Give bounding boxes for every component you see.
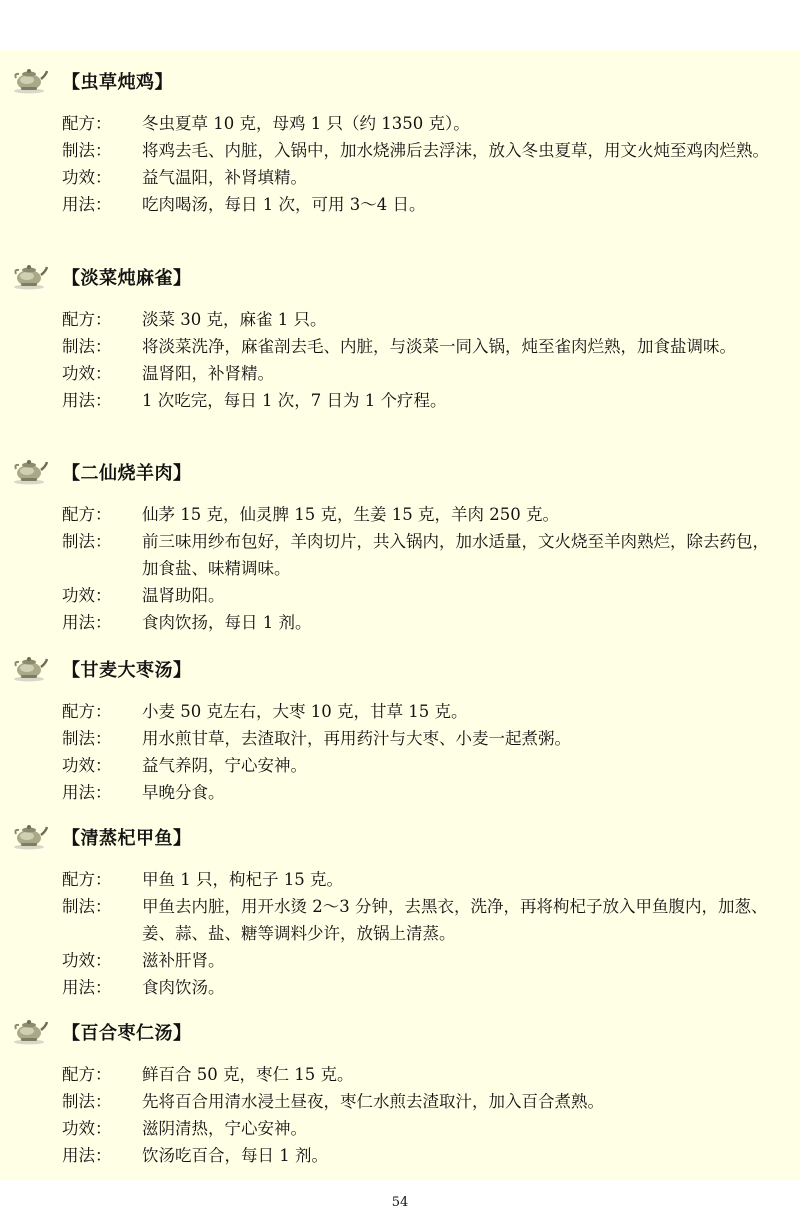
recipe-field: [0, 191, 800, 218]
recipe-header: [0, 62, 800, 96]
field-label: 配方：: [62, 505, 112, 524]
field-label: 用法：: [62, 978, 112, 997]
recipe-title: 【清蒸杞甲鱼】: [62, 828, 192, 849]
field-value: 甲鱼去内脏，用开水烫 2～3 分钟，去黑衣，洗净，再将枸杞子放入甲鱼腹内，加葱、姜、蒜、盐、糖等调料少许，放锅上清蒸。: [142, 897, 768, 943]
recipe-header: [0, 650, 800, 684]
teapot-icon: [10, 652, 48, 682]
field-value: 小麦 50 克左右，大枣 10 克，甘草 15 克。: [142, 702, 468, 721]
recipe-block: [0, 650, 800, 806]
field-value: 益气养阴，宁心安神。: [142, 756, 307, 775]
recipe-field: [0, 164, 800, 191]
field-value: 用水煎甘草，去渣取汁，再用药汁与大枣、小麦一起煮粥。: [142, 729, 571, 748]
recipe-field: [0, 725, 800, 752]
field-value: 前三味用纱布包好，羊肉切片，共入锅内，加水适量，文火烧至羊肉熟烂，除去药包，加食盐、味精调味。: [142, 532, 769, 578]
recipe-field: [0, 110, 800, 137]
recipe-title: 【百合枣仁汤】: [62, 1023, 192, 1044]
field-value: 早晚分食。: [142, 783, 225, 802]
recipe-fields: [0, 306, 800, 414]
recipe-field: [0, 866, 800, 893]
recipe-field: [0, 698, 800, 725]
field-label: 制法：: [62, 897, 112, 916]
field-value: 冬虫夏草 10 克，母鸡 1 只（约 1350 克）。: [142, 114, 470, 133]
recipe-field: [0, 387, 800, 414]
field-value: 温肾助阳。: [142, 586, 225, 605]
recipe-field: [0, 893, 800, 947]
field-value: 仙茅 15 克，仙灵脾 15 克，生姜 15 克，羊肉 250 克。: [142, 505, 559, 524]
recipe-fields: [0, 110, 800, 218]
recipe-field: [0, 947, 800, 974]
teapot-icon: [10, 260, 48, 290]
teapot-icon: [10, 64, 48, 94]
recipe-field: [0, 779, 800, 806]
field-value: 食肉饮汤。: [142, 978, 225, 997]
recipe-field: [0, 1088, 800, 1115]
field-label: 制法：: [62, 1092, 112, 1111]
field-label: 功效：: [62, 586, 112, 605]
field-label: 配方：: [62, 114, 112, 133]
field-value: 滋阴清热，宁心安神。: [142, 1119, 307, 1138]
page-number: 54: [391, 1195, 409, 1210]
recipe-title: 【虫草炖鸡】: [62, 72, 173, 93]
recipe-fields: [0, 698, 800, 806]
recipe-field: [0, 609, 800, 636]
recipe-field: [0, 333, 800, 360]
recipe-block: [0, 818, 800, 1001]
field-value: 将淡菜洗净，麻雀剖去毛、内脏，与淡菜一同入锅，炖至雀肉烂熟，加食盐调味。: [142, 337, 736, 356]
recipe-field: [0, 752, 800, 779]
field-label: 用法：: [62, 1146, 112, 1165]
recipe-field: [0, 306, 800, 333]
recipe-field: [0, 137, 800, 164]
recipe-field: [0, 1061, 800, 1088]
field-value: 先将百合用清水浸土昼夜，枣仁水煎去渣取汁，加入百合煮熟。: [142, 1092, 604, 1111]
field-label: 制法：: [62, 141, 112, 160]
field-label: 制法：: [62, 532, 112, 551]
field-label: 制法：: [62, 337, 112, 356]
field-label: 配方：: [62, 310, 112, 329]
field-label: 功效：: [62, 1119, 112, 1138]
field-value: 将鸡去毛、内脏，入锅中，加水烧沸后去浮沫，放入冬虫夏草，用文火炖至鸡肉烂熟。: [142, 141, 769, 160]
recipe-field: [0, 1142, 800, 1169]
field-label: 配方：: [62, 1065, 112, 1084]
field-value: 淡菜 30 克，麻雀 1 只。: [142, 310, 327, 329]
recipe-block: [0, 453, 800, 636]
recipe-header: [0, 453, 800, 487]
recipe-field: [0, 360, 800, 387]
field-label: 功效：: [62, 756, 112, 775]
field-label: 配方：: [62, 870, 112, 889]
field-value: 甲鱼 1 只，枸杞子 15 克。: [142, 870, 343, 889]
teapot-icon: [10, 820, 48, 850]
field-value: 食肉饮扬，每日 1 剂。: [142, 613, 312, 632]
field-label: 制法：: [62, 729, 112, 748]
field-value: 吃肉喝汤，每日 1 次，可用 3～4 日。: [142, 195, 426, 214]
field-label: 用法：: [62, 195, 112, 214]
recipe-field: [0, 974, 800, 1001]
field-label: 功效：: [62, 168, 112, 187]
recipe-fields: [0, 866, 800, 1001]
teapot-icon: [10, 455, 48, 485]
recipe-header: [0, 258, 800, 292]
recipe-field: [0, 501, 800, 528]
field-value: 益气温阳，补肾填精。: [142, 168, 307, 187]
field-label: 用法：: [62, 783, 112, 802]
field-label: 功效：: [62, 951, 112, 970]
recipe-block: [0, 258, 800, 414]
field-value: 鲜百合 50 克，枣仁 15 克。: [142, 1065, 354, 1084]
field-value: 滋补肝肾。: [142, 951, 225, 970]
recipe-title: 【淡菜炖麻雀】: [62, 268, 192, 289]
field-value: 1 次吃完，每日 1 次，7 日为 1 个疗程。: [142, 391, 447, 410]
recipe-fields: [0, 1061, 800, 1169]
field-label: 用法：: [62, 613, 112, 632]
recipe-header: [0, 818, 800, 852]
teapot-icon: [10, 1015, 48, 1045]
field-label: 用法：: [62, 391, 112, 410]
field-value: 温肾阳，补肾精。: [142, 364, 274, 383]
field-label: 功效：: [62, 364, 112, 383]
recipe-title: 【甘麦大枣汤】: [62, 660, 192, 681]
field-label: 配方：: [62, 702, 112, 721]
recipe-field: [0, 528, 800, 582]
recipe-block: [0, 62, 800, 218]
recipe-field: [0, 1115, 800, 1142]
recipe-fields: [0, 501, 800, 636]
recipe-header: [0, 1013, 800, 1047]
field-value: 饮汤吃百合，每日 1 剂。: [142, 1146, 328, 1165]
recipe-title: 【二仙烧羊肉】: [62, 463, 192, 484]
recipe-field: [0, 582, 800, 609]
recipe-block: [0, 1013, 800, 1169]
